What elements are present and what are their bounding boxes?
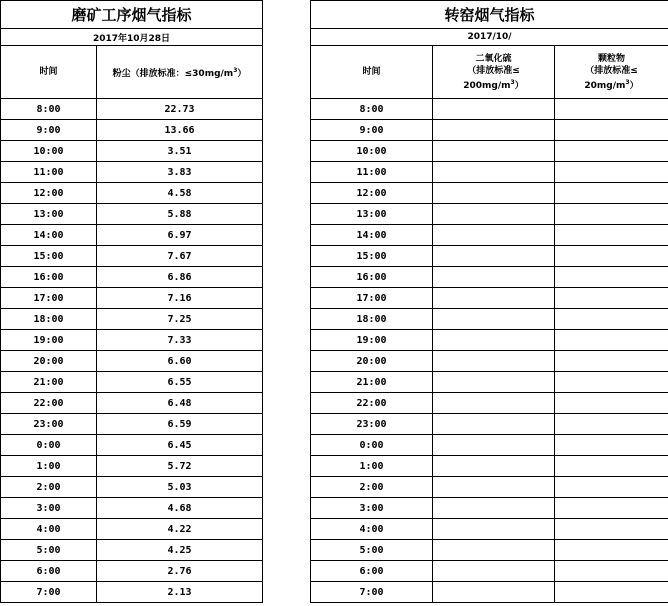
- table-row: [1, 204, 263, 225]
- table-row: [311, 99, 668, 120]
- table-row: [311, 561, 668, 582]
- dust-value-cell: 2.13: [97, 582, 263, 603]
- time-cell: 10:00: [1, 141, 97, 162]
- grinding-time-header: 时间: [1, 46, 97, 99]
- so2-value-cell: [433, 225, 555, 246]
- time-cell: 20:00: [311, 351, 433, 372]
- so2-header-line2: （排放标准≤: [467, 65, 520, 76]
- grinding-table-title: 磨矿工序烟气指标: [1, 1, 263, 29]
- pm-header-unit: 20mg/m: [584, 80, 626, 91]
- table-row: [1, 246, 263, 267]
- so2-value-cell: [433, 288, 555, 309]
- pm-value-cell: [555, 141, 668, 162]
- table-row: [1, 477, 263, 498]
- table-row: [1, 435, 263, 456]
- table-row: [311, 435, 668, 456]
- table-row: [1, 393, 263, 414]
- table-row: [311, 477, 668, 498]
- table-row: [1, 183, 263, 204]
- pm-value-cell: [555, 561, 668, 582]
- so2-value-cell: [433, 393, 555, 414]
- so2-value-cell: [433, 414, 555, 435]
- time-cell: 9:00: [311, 120, 433, 141]
- time-cell: 13:00: [1, 204, 97, 225]
- time-cell: 23:00: [1, 414, 97, 435]
- pm-value-cell: [555, 582, 668, 603]
- so2-value-cell: [433, 162, 555, 183]
- time-cell: 21:00: [311, 372, 433, 393]
- pm-value-cell: [555, 246, 668, 267]
- so2-header-end: ）: [514, 80, 524, 91]
- kiln-table-date: 2017/10/: [311, 29, 668, 46]
- dust-value-cell: 4.68: [97, 498, 263, 519]
- pm-value-cell: [555, 99, 668, 120]
- table-row: [1, 120, 263, 141]
- table-row: [311, 498, 668, 519]
- table-row: [311, 204, 668, 225]
- pm-value-cell: [555, 183, 668, 204]
- so2-value-cell: [433, 204, 555, 225]
- pm-value-cell: [555, 162, 668, 183]
- table-row: [1, 498, 263, 519]
- pm-value-cell: [555, 204, 668, 225]
- table-row: [311, 372, 668, 393]
- so2-value-cell: [433, 120, 555, 141]
- table-row: [1, 561, 263, 582]
- table-row: [311, 330, 668, 351]
- pm-value-cell: [555, 456, 668, 477]
- table-row: [1, 414, 263, 435]
- table-row: [311, 393, 668, 414]
- table-row: [1, 456, 263, 477]
- time-cell: 0:00: [311, 435, 433, 456]
- pm-header: [555, 46, 668, 99]
- time-cell: 3:00: [1, 498, 97, 519]
- so2-header-sup: 3: [510, 78, 515, 86]
- pm-value-cell: [555, 288, 668, 309]
- time-cell: 1:00: [1, 456, 97, 477]
- time-cell: 23:00: [311, 414, 433, 435]
- dust-value-cell: 6.97: [97, 225, 263, 246]
- dust-value-cell: 4.25: [97, 540, 263, 561]
- dust-value-cell: 3.83: [97, 162, 263, 183]
- time-cell: 22:00: [1, 393, 97, 414]
- so2-value-cell: [433, 498, 555, 519]
- table-row: [311, 456, 668, 477]
- table-row: [311, 225, 668, 246]
- grinding-table-date: 2017年10月28日: [1, 29, 263, 46]
- pm-value-cell: [555, 120, 668, 141]
- pm-value-cell: [555, 393, 668, 414]
- dust-value-cell: 6.55: [97, 372, 263, 393]
- so2-header-unit: 200mg/m: [463, 80, 511, 91]
- time-cell: 4:00: [311, 519, 433, 540]
- pm-value-cell: [555, 267, 668, 288]
- time-cell: 18:00: [1, 309, 97, 330]
- table-row: [311, 141, 668, 162]
- so2-value-cell: [433, 519, 555, 540]
- pm-value-cell: [555, 477, 668, 498]
- so2-value-cell: [433, 372, 555, 393]
- dust-value-cell: 6.45: [97, 435, 263, 456]
- table-row: [1, 162, 263, 183]
- so2-header-line1: 二氧化硫: [475, 53, 512, 64]
- time-cell: 22:00: [311, 393, 433, 414]
- table-row: [311, 519, 668, 540]
- table-row: [1, 99, 263, 120]
- table-row: [311, 246, 668, 267]
- time-cell: 10:00: [311, 141, 433, 162]
- table-row: [1, 582, 263, 603]
- time-cell: 19:00: [1, 330, 97, 351]
- pm-value-cell: [555, 498, 668, 519]
- dust-value-cell: 5.03: [97, 477, 263, 498]
- time-cell: 3:00: [311, 498, 433, 519]
- time-cell: 14:00: [311, 225, 433, 246]
- dust-value-cell: 3.51: [97, 141, 263, 162]
- dust-value-cell: 2.76: [97, 561, 263, 582]
- time-cell: 0:00: [1, 435, 97, 456]
- table-row: [311, 162, 668, 183]
- pm-value-cell: [555, 540, 668, 561]
- dust-value-cell: 7.67: [97, 246, 263, 267]
- time-cell: 6:00: [1, 561, 97, 582]
- time-cell: 12:00: [311, 183, 433, 204]
- table-row: [1, 372, 263, 393]
- time-cell: 8:00: [1, 99, 97, 120]
- time-cell: 4:00: [1, 519, 97, 540]
- so2-header-line3: [433, 77, 554, 92]
- table-row: [311, 309, 668, 330]
- table-row: [1, 519, 263, 540]
- table-row: [1, 309, 263, 330]
- table-row: [311, 414, 668, 435]
- dust-header-end: ）: [237, 68, 247, 79]
- pm-value-cell: [555, 414, 668, 435]
- time-cell: 13:00: [311, 204, 433, 225]
- so2-value-cell: [433, 99, 555, 120]
- time-cell: 11:00: [1, 162, 97, 183]
- kiln-table-title: 转窑烟气指标: [311, 1, 668, 29]
- so2-value-cell: [433, 246, 555, 267]
- dust-value-cell: 6.86: [97, 267, 263, 288]
- dust-value-cell: 22.73: [97, 99, 263, 120]
- pm-header-line1: 颗粒物: [598, 53, 626, 64]
- dust-value-cell: 7.25: [97, 309, 263, 330]
- so2-value-cell: [433, 141, 555, 162]
- kiln-emissions-table: [310, 0, 668, 603]
- dust-value-cell: 7.33: [97, 330, 263, 351]
- dust-header-sup: 3: [233, 66, 238, 74]
- time-cell: 9:00: [1, 120, 97, 141]
- pm-value-cell: [555, 351, 668, 372]
- table-row: [311, 351, 668, 372]
- so2-value-cell: [433, 477, 555, 498]
- dust-header-text: 粉尘（排放标准：≤30mg/m: [112, 68, 234, 79]
- pm-header-line3: [555, 77, 668, 92]
- dust-value-cell: 4.58: [97, 183, 263, 204]
- pm-value-cell: [555, 519, 668, 540]
- table-row: [311, 120, 668, 141]
- time-cell: 15:00: [1, 246, 97, 267]
- time-cell: 2:00: [311, 477, 433, 498]
- pm-value-cell: [555, 309, 668, 330]
- time-cell: 6:00: [311, 561, 433, 582]
- time-cell: 15:00: [311, 246, 433, 267]
- grinding-emissions-table: [0, 0, 263, 603]
- pm-header-sup: 3: [625, 78, 630, 86]
- dust-value-cell: 6.48: [97, 393, 263, 414]
- time-cell: 1:00: [311, 456, 433, 477]
- table-row: [1, 540, 263, 561]
- table-row: [311, 540, 668, 561]
- table-row: [311, 267, 668, 288]
- so2-value-cell: [433, 183, 555, 204]
- so2-value-cell: [433, 456, 555, 477]
- so2-value-cell: [433, 582, 555, 603]
- time-cell: 5:00: [1, 540, 97, 561]
- time-cell: 11:00: [311, 162, 433, 183]
- table-row: [1, 267, 263, 288]
- dust-header: [97, 46, 263, 99]
- dust-value-cell: 7.16: [97, 288, 263, 309]
- so2-value-cell: [433, 267, 555, 288]
- dust-value-cell: 4.22: [97, 519, 263, 540]
- pm-header-end: ）: [629, 80, 639, 91]
- dust-value-cell: 6.60: [97, 351, 263, 372]
- table-row: [311, 183, 668, 204]
- table-row: [1, 225, 263, 246]
- pm-value-cell: [555, 225, 668, 246]
- so2-value-cell: [433, 351, 555, 372]
- table-row: [311, 288, 668, 309]
- dust-value-cell: 5.88: [97, 204, 263, 225]
- time-cell: 17:00: [311, 288, 433, 309]
- so2-value-cell: [433, 561, 555, 582]
- time-cell: 7:00: [1, 582, 97, 603]
- time-cell: 20:00: [1, 351, 97, 372]
- so2-value-cell: [433, 309, 555, 330]
- time-cell: 16:00: [1, 267, 97, 288]
- so2-header: [433, 46, 555, 99]
- time-cell: 17:00: [1, 288, 97, 309]
- so2-value-cell: [433, 435, 555, 456]
- time-cell: 14:00: [1, 225, 97, 246]
- time-cell: 21:00: [1, 372, 97, 393]
- table-row: [1, 351, 263, 372]
- time-cell: 19:00: [311, 330, 433, 351]
- pm-value-cell: [555, 435, 668, 456]
- time-cell: 2:00: [1, 477, 97, 498]
- so2-value-cell: [433, 330, 555, 351]
- kiln-time-header: 时间: [311, 46, 433, 99]
- pm-header-line2: （排放标准≤: [585, 65, 638, 76]
- pm-value-cell: [555, 372, 668, 393]
- dust-value-cell: 5.72: [97, 456, 263, 477]
- so2-value-cell: [433, 540, 555, 561]
- table-row: [1, 330, 263, 351]
- dust-value-cell: 6.59: [97, 414, 263, 435]
- time-cell: 16:00: [311, 267, 433, 288]
- time-cell: 8:00: [311, 99, 433, 120]
- time-cell: 12:00: [1, 183, 97, 204]
- pm-value-cell: [555, 330, 668, 351]
- time-cell: 5:00: [311, 540, 433, 561]
- table-row: [1, 141, 263, 162]
- time-cell: 7:00: [311, 582, 433, 603]
- table-row: [1, 288, 263, 309]
- dust-value-cell: 13.66: [97, 120, 263, 141]
- time-cell: 18:00: [311, 309, 433, 330]
- table-row: [311, 582, 668, 603]
